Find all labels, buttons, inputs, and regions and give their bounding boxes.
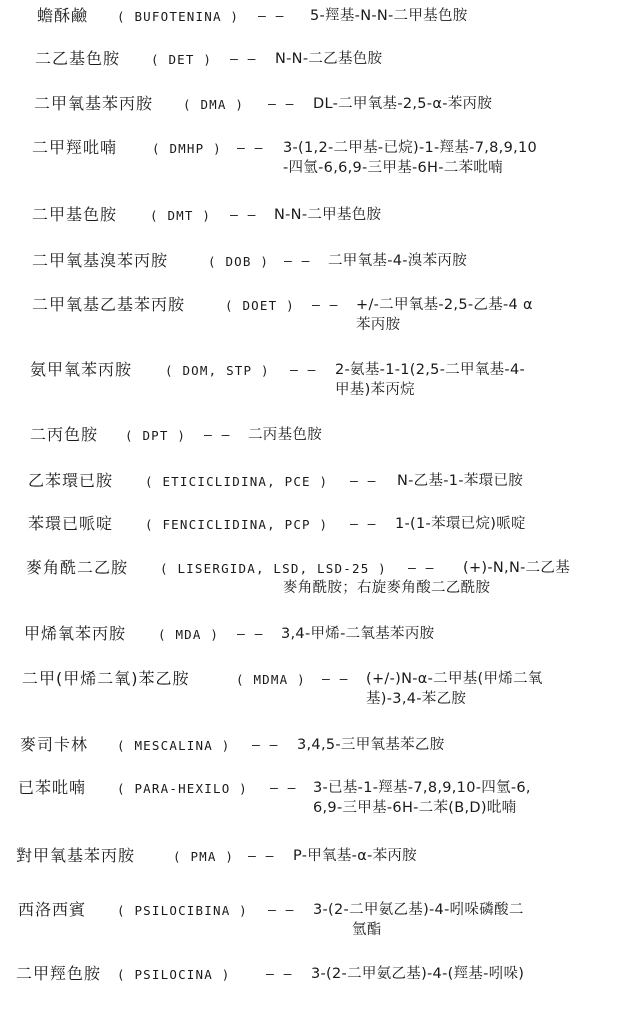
entry-dom-stp (0, 360, 642, 410)
chemical-name-continued: 甲基)苯丙烷 (335, 382, 415, 398)
chemical-name: 3-(2-二甲氨乙基)-4-吲哚磷酸二 (313, 902, 524, 918)
separator-dash: — — (268, 903, 295, 918)
drug-name: 二甲氧基苯丙胺 (34, 94, 154, 113)
entry-dmhp (0, 138, 642, 188)
separator-dash: — — (350, 474, 377, 489)
drug-name: 蟾酥鹼 (37, 6, 89, 25)
entry-psilocina (0, 964, 642, 1014)
separator-dash: — — (204, 428, 231, 443)
separator-dash: — — (284, 254, 311, 269)
drug-name: 麥角酰二乙胺 (26, 558, 129, 577)
chemical-name: (+/-)N-α-二甲基(甲烯二氧 (366, 671, 543, 687)
chemical-name-continued: 基)-3,4-苯乙胺 (366, 691, 467, 707)
chemical-name: 3-(2-二甲氨乙基)-4-(羥基-吲哚) (311, 966, 525, 982)
chemical-name: N-乙基-1-苯環已胺 (397, 473, 524, 489)
drug-name: 甲烯氧苯丙胺 (24, 624, 127, 643)
separator-dash: — — (268, 97, 295, 112)
entry-dmt (0, 205, 642, 255)
drug-name: 二甲氧基溴苯丙胺 (32, 251, 169, 270)
chemical-name: 3-(1,2-二甲基-已烷)-1-羥基-7,8,9,10 (283, 140, 538, 156)
chemical-name: 二丙基色胺 (248, 427, 322, 443)
drug-name: 西洛西賓 (18, 900, 87, 919)
entry-mda (0, 624, 642, 674)
chemical-name-continued: 苯丙胺 (356, 317, 401, 333)
drug-abbreviation: ( MDMA ) (236, 672, 306, 687)
entry-dob (0, 251, 642, 301)
separator-dash: — — (408, 561, 435, 576)
drug-name: 乙苯環已胺 (28, 471, 114, 490)
chemical-name-continued: 麥角酰胺；右旋麥角酸二乙酰胺 (283, 580, 491, 596)
drug-abbreviation: ( MESCALINA ) (117, 738, 231, 753)
drug-abbreviation: ( DMT ) (150, 208, 212, 223)
drug-name: 二丙色胺 (30, 425, 99, 444)
drug-abbreviation: ( MDA ) (158, 627, 220, 642)
chemical-name: 1-(1-苯環已烷)哌啶 (395, 516, 526, 532)
drug-name: 麥司卡林 (20, 735, 89, 754)
drug-abbreviation: ( PARA-HEXILO ) (117, 781, 248, 796)
separator-dash: — — (266, 967, 293, 982)
entry-pcp (0, 514, 642, 564)
chemical-name: 3-已基-1-羥基-7,8,9,10-四氫-6, (313, 780, 531, 796)
entry-doet (0, 295, 642, 345)
separator-dash: — — (237, 627, 264, 642)
drug-abbreviation: ( DOM, STP ) (165, 363, 270, 378)
separator-dash: — — (230, 208, 257, 223)
chemical-name: N-N-二乙基色胺 (275, 51, 383, 67)
drug-abbreviation: ( DMA ) (183, 97, 245, 112)
drug-name: 氨甲氧苯丙胺 (30, 360, 133, 379)
chemical-name: 3,4-甲烯-二氧基苯丙胺 (281, 626, 435, 642)
chemical-name: (+)-N,N-二乙基 (463, 560, 571, 576)
separator-dash: — — (252, 738, 279, 753)
drug-abbreviation: ( PSILOCINA ) (117, 967, 231, 982)
chemical-name: 3,4,5-三甲氧基苯乙胺 (297, 737, 445, 753)
separator-dash: — — (350, 517, 377, 532)
entry-para-hexilo (0, 778, 642, 828)
separator-dash: — — (258, 9, 285, 24)
chemical-name-continued: 氫酯 (352, 922, 382, 938)
drug-name: 二甲基色胺 (32, 205, 118, 224)
chemical-name: DL-二甲氧基-2,5-α-苯丙胺 (313, 96, 493, 112)
drug-abbreviation: ( DPT ) (125, 428, 187, 443)
entry-det (0, 49, 642, 99)
drug-name: 二甲(甲烯二氧)苯乙胺 (22, 669, 190, 688)
chemical-name: +/-二甲氧基-2,5-乙基-4 α (356, 297, 533, 313)
drug-abbreviation: ( DOET ) (225, 298, 295, 313)
chemical-name: P-甲氧基-α-苯丙胺 (293, 848, 417, 864)
separator-dash: — — (230, 52, 257, 67)
drug-name: 對甲氧基苯丙胺 (16, 846, 136, 865)
drug-abbreviation: ( BUFOTENINA ) (117, 9, 240, 24)
separator-dash: — — (248, 849, 275, 864)
separator-dash: — — (270, 781, 297, 796)
drug-abbreviation: ( PMA ) (173, 849, 235, 864)
drug-abbreviation: ( FENCICLIDINA, PCP ) (145, 517, 329, 532)
entry-dma (0, 94, 642, 144)
drug-abbreviation: ( DET ) (151, 52, 213, 67)
chemical-name: 2-氨基-1-1(2,5-二甲氧基-4- (335, 362, 526, 378)
drug-name: 二乙基色胺 (35, 49, 121, 68)
drug-abbreviation: ( PSILOCIBINA ) (117, 903, 248, 918)
separator-dash: — — (312, 298, 339, 313)
entry-dpt (0, 425, 642, 475)
separator-dash: — — (322, 672, 349, 687)
drug-name: 二甲氧基乙基苯丙胺 (32, 295, 186, 314)
chemical-name-continued: 6,9-三甲基-6H-二苯(B,D)吡喃 (313, 800, 517, 816)
entry-mdma (0, 669, 642, 719)
separator-dash: — — (290, 363, 317, 378)
drug-name: 二甲羥吡喃 (32, 138, 118, 157)
chemical-name: N-N-二甲基色胺 (274, 207, 382, 223)
chemical-name: 5-羥基-N-N-二甲基色胺 (310, 8, 468, 24)
entry-psilocibina (0, 900, 642, 950)
chemical-name: 二甲氧基-4-溴苯丙胺 (328, 253, 467, 269)
entry-pma (0, 846, 642, 896)
drug-name: 二甲羥色胺 (16, 964, 102, 983)
drug-name: 已苯吡喃 (18, 778, 87, 797)
entry-lsd (0, 558, 642, 608)
drug-abbreviation: ( ETICICLIDINA, PCE ) (145, 474, 329, 489)
drug-abbreviation: ( DOB ) (208, 254, 270, 269)
drug-abbreviation: ( LISERGIDA, LSD, LSD-25 ) (160, 561, 387, 576)
drug-abbreviation: ( DMHP ) (152, 141, 222, 156)
drug-name: 苯環已哌啶 (28, 514, 114, 533)
chemical-name-continued: -四氫-6,6,9-三甲基-6H-二苯吡喃 (283, 160, 503, 176)
separator-dash: — — (237, 141, 264, 156)
